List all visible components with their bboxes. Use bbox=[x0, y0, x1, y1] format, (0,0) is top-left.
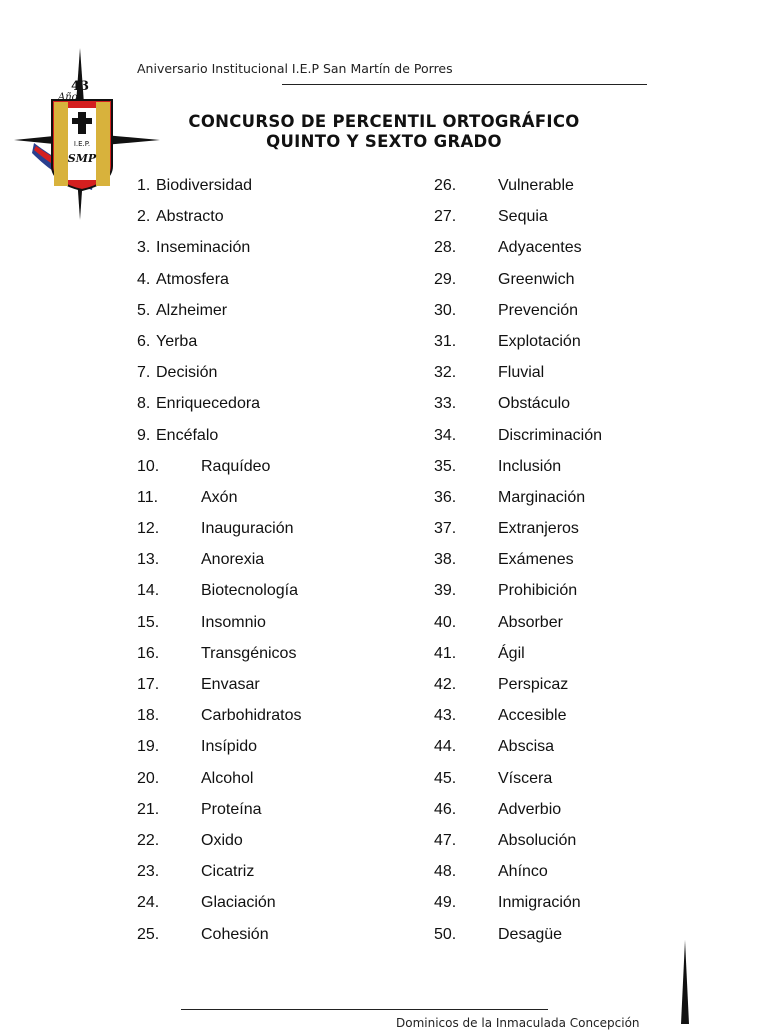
item-word: Anorexia bbox=[201, 551, 265, 569]
word-list-item bbox=[434, 611, 563, 642]
item-word: Abstracto bbox=[156, 208, 224, 226]
item-number: 49. bbox=[434, 894, 457, 912]
item-word: Absolución bbox=[498, 831, 577, 849]
item-word: Biotecnología bbox=[201, 582, 298, 600]
footer-text: Dominicos de la Inmaculada Concepción bbox=[396, 1016, 640, 1030]
item-number: 43. bbox=[434, 707, 457, 725]
item-word: Sequia bbox=[498, 208, 548, 226]
word-list-item bbox=[434, 424, 603, 455]
word-list-item bbox=[137, 923, 269, 954]
word-list-item bbox=[137, 673, 260, 704]
item-number: 23. bbox=[137, 863, 160, 881]
item-word: Decisión bbox=[156, 364, 218, 382]
item-word: Insípido bbox=[201, 738, 258, 756]
word-list-item bbox=[434, 704, 567, 735]
item-word: Alcohol bbox=[201, 769, 254, 787]
item-word: Explotación bbox=[498, 332, 581, 350]
word-list-item bbox=[137, 205, 224, 236]
logo-anniversary-number: 43 bbox=[70, 79, 90, 94]
item-number: 40. bbox=[434, 613, 457, 631]
item-word: Alzheimer bbox=[156, 301, 228, 319]
header-rule bbox=[282, 84, 647, 85]
item-word: Inclusión bbox=[498, 457, 562, 475]
item-word: Obstáculo bbox=[498, 395, 571, 413]
item-word: Transgénicos bbox=[201, 644, 297, 662]
item-number: 50. bbox=[434, 925, 457, 943]
item-number: 37. bbox=[434, 520, 457, 538]
word-list-item bbox=[434, 767, 553, 798]
item-word: Prevención bbox=[498, 301, 579, 319]
item-word: Glaciación bbox=[201, 894, 276, 912]
item-word: Ahínco bbox=[498, 863, 548, 881]
word-list-item bbox=[434, 860, 548, 891]
word-list-item bbox=[137, 611, 266, 642]
item-number: 5. bbox=[137, 301, 151, 319]
item-number: 6. bbox=[137, 332, 151, 350]
item-number: 32. bbox=[434, 364, 457, 382]
word-list-item bbox=[137, 798, 262, 829]
compass-spike-decoration bbox=[670, 940, 700, 1024]
item-number: 10. bbox=[137, 457, 160, 475]
item-word: Cicatriz bbox=[201, 863, 255, 881]
item-number: 19. bbox=[137, 738, 160, 756]
item-word: Absorber bbox=[498, 613, 563, 631]
item-number: 36. bbox=[434, 488, 457, 506]
item-word: Accesible bbox=[498, 707, 567, 725]
item-number: 47. bbox=[434, 831, 457, 849]
word-list-left bbox=[137, 174, 302, 954]
word-list-item bbox=[434, 299, 579, 330]
word-list-item bbox=[137, 548, 265, 579]
item-number: 44. bbox=[434, 738, 457, 756]
footer-rule bbox=[181, 1009, 548, 1010]
word-list-item bbox=[434, 735, 555, 766]
item-number: 15. bbox=[137, 613, 160, 631]
item-number: 31. bbox=[434, 332, 457, 350]
header-institution: Aniversario Institucional I.E.P San Martín de Porres bbox=[137, 61, 453, 76]
logo-anniversary-text: Años bbox=[58, 92, 83, 103]
word-list-item bbox=[137, 392, 261, 423]
logo-monogram: SMP bbox=[67, 152, 97, 165]
title-line-1: CONCURSO DE PERCENTIL ORTOGRÁFICO bbox=[188, 112, 580, 131]
word-list-item bbox=[434, 923, 563, 954]
item-word: Inseminación bbox=[156, 239, 251, 257]
item-word: Inmigración bbox=[498, 894, 581, 912]
word-list-item bbox=[137, 735, 258, 766]
item-word: Exámenes bbox=[498, 551, 574, 569]
word-list-item bbox=[434, 392, 571, 423]
item-word: Insomnio bbox=[201, 613, 266, 631]
item-word: Atmosfera bbox=[156, 270, 229, 288]
item-number: 3. bbox=[137, 239, 151, 257]
item-word: Biodiversidad bbox=[156, 177, 253, 194]
item-number: 26. bbox=[434, 177, 457, 194]
item-number: 22. bbox=[137, 831, 160, 849]
word-list-right bbox=[434, 174, 603, 954]
item-number: 9. bbox=[137, 426, 151, 444]
item-word: Enriquecedora bbox=[156, 395, 261, 413]
word-list-item bbox=[434, 798, 562, 829]
word-list-item bbox=[434, 236, 582, 267]
word-list-item bbox=[137, 299, 228, 330]
item-number: 14. bbox=[137, 582, 160, 600]
word-list-item bbox=[434, 548, 574, 579]
word-list-item bbox=[137, 486, 238, 517]
item-word: Desagüe bbox=[498, 925, 563, 943]
item-word: Discriminación bbox=[498, 426, 603, 444]
word-list-item bbox=[434, 268, 575, 299]
item-number: 17. bbox=[137, 676, 160, 693]
word-list-item bbox=[434, 517, 579, 548]
item-number: 13. bbox=[137, 551, 160, 569]
item-number: 45. bbox=[434, 769, 457, 787]
word-list-item bbox=[434, 174, 574, 205]
item-number: 34. bbox=[434, 426, 457, 444]
item-word: Prohibición bbox=[498, 582, 578, 600]
item-number: 28. bbox=[434, 239, 457, 257]
word-list-item bbox=[137, 174, 253, 205]
item-number: 7. bbox=[137, 364, 151, 382]
word-list-item bbox=[434, 486, 586, 517]
word-list-item bbox=[137, 704, 302, 735]
item-number: 18. bbox=[137, 707, 160, 725]
item-number: 8. bbox=[137, 395, 151, 413]
item-number: 41. bbox=[434, 644, 457, 662]
item-word: Adyacentes bbox=[498, 239, 582, 257]
item-number: 4. bbox=[137, 270, 151, 288]
item-number: 2. bbox=[137, 208, 151, 226]
item-word: Víscera bbox=[498, 769, 553, 787]
word-list-item bbox=[434, 361, 545, 392]
word-list-item bbox=[434, 330, 581, 361]
item-word: Raquídeo bbox=[201, 457, 271, 475]
word-list-item bbox=[137, 361, 218, 392]
word-list-item bbox=[137, 517, 294, 548]
word-list-item bbox=[137, 268, 229, 299]
item-number: 1. bbox=[137, 177, 151, 194]
item-word: Greenwich bbox=[498, 270, 575, 288]
item-number: 39. bbox=[434, 582, 457, 600]
word-list-item bbox=[434, 829, 577, 860]
item-number: 27. bbox=[434, 208, 457, 226]
item-number: 30. bbox=[434, 301, 457, 319]
item-word: Oxido bbox=[201, 831, 243, 849]
item-word: Marginación bbox=[498, 488, 586, 506]
item-number: 29. bbox=[434, 270, 457, 288]
item-number: 42. bbox=[434, 676, 457, 693]
item-number: 48. bbox=[434, 863, 457, 881]
word-list-item bbox=[434, 455, 562, 486]
item-word: Cohesión bbox=[201, 925, 269, 943]
item-word: Yerba bbox=[156, 332, 198, 350]
item-word: Fluvial bbox=[498, 364, 545, 382]
word-list-item bbox=[434, 579, 578, 610]
item-number: 33. bbox=[434, 395, 457, 413]
word-list-item bbox=[137, 767, 254, 798]
word-list-item bbox=[137, 330, 198, 361]
item-number: 35. bbox=[434, 457, 457, 475]
item-word: Vulnerable bbox=[498, 177, 574, 194]
item-word: Axón bbox=[201, 488, 238, 506]
item-word: Inauguración bbox=[201, 520, 294, 538]
word-list-item bbox=[434, 205, 548, 236]
word-list-item bbox=[137, 236, 251, 267]
word-list-item bbox=[434, 673, 569, 704]
word-list-item bbox=[137, 860, 255, 891]
item-number: 16. bbox=[137, 644, 160, 662]
item-word: Ágil bbox=[498, 644, 525, 662]
document-title bbox=[0, 112, 768, 152]
word-list-item bbox=[137, 579, 298, 610]
word-list-item bbox=[137, 455, 271, 486]
item-word: Adverbio bbox=[498, 800, 562, 818]
item-number: 21. bbox=[137, 800, 160, 818]
item-number: 46. bbox=[434, 800, 457, 818]
word-list-item bbox=[137, 642, 297, 673]
item-word: Extranjeros bbox=[498, 520, 579, 538]
item-word: Perspicaz bbox=[498, 676, 569, 693]
word-list-item bbox=[137, 829, 243, 860]
word-list-item bbox=[137, 891, 276, 922]
item-word: Carbohidratos bbox=[201, 707, 302, 725]
word-list-item bbox=[434, 642, 525, 673]
logo-initials: I.E.P. bbox=[73, 140, 91, 148]
item-number: 11. bbox=[137, 488, 159, 506]
item-number: 24. bbox=[137, 894, 160, 912]
item-word: Abscisa bbox=[498, 738, 555, 756]
title-line-2: QUINTO Y SEXTO GRADO bbox=[266, 132, 502, 151]
item-word: Envasar bbox=[201, 676, 260, 693]
item-word: Encéfalo bbox=[156, 426, 219, 444]
item-number: 20. bbox=[137, 769, 160, 787]
item-number: 38. bbox=[434, 551, 457, 569]
word-list-item bbox=[434, 891, 581, 922]
item-word: Proteína bbox=[201, 800, 262, 818]
item-number: 25. bbox=[137, 925, 160, 943]
word-list-item bbox=[137, 424, 219, 455]
item-number: 12. bbox=[137, 520, 160, 538]
